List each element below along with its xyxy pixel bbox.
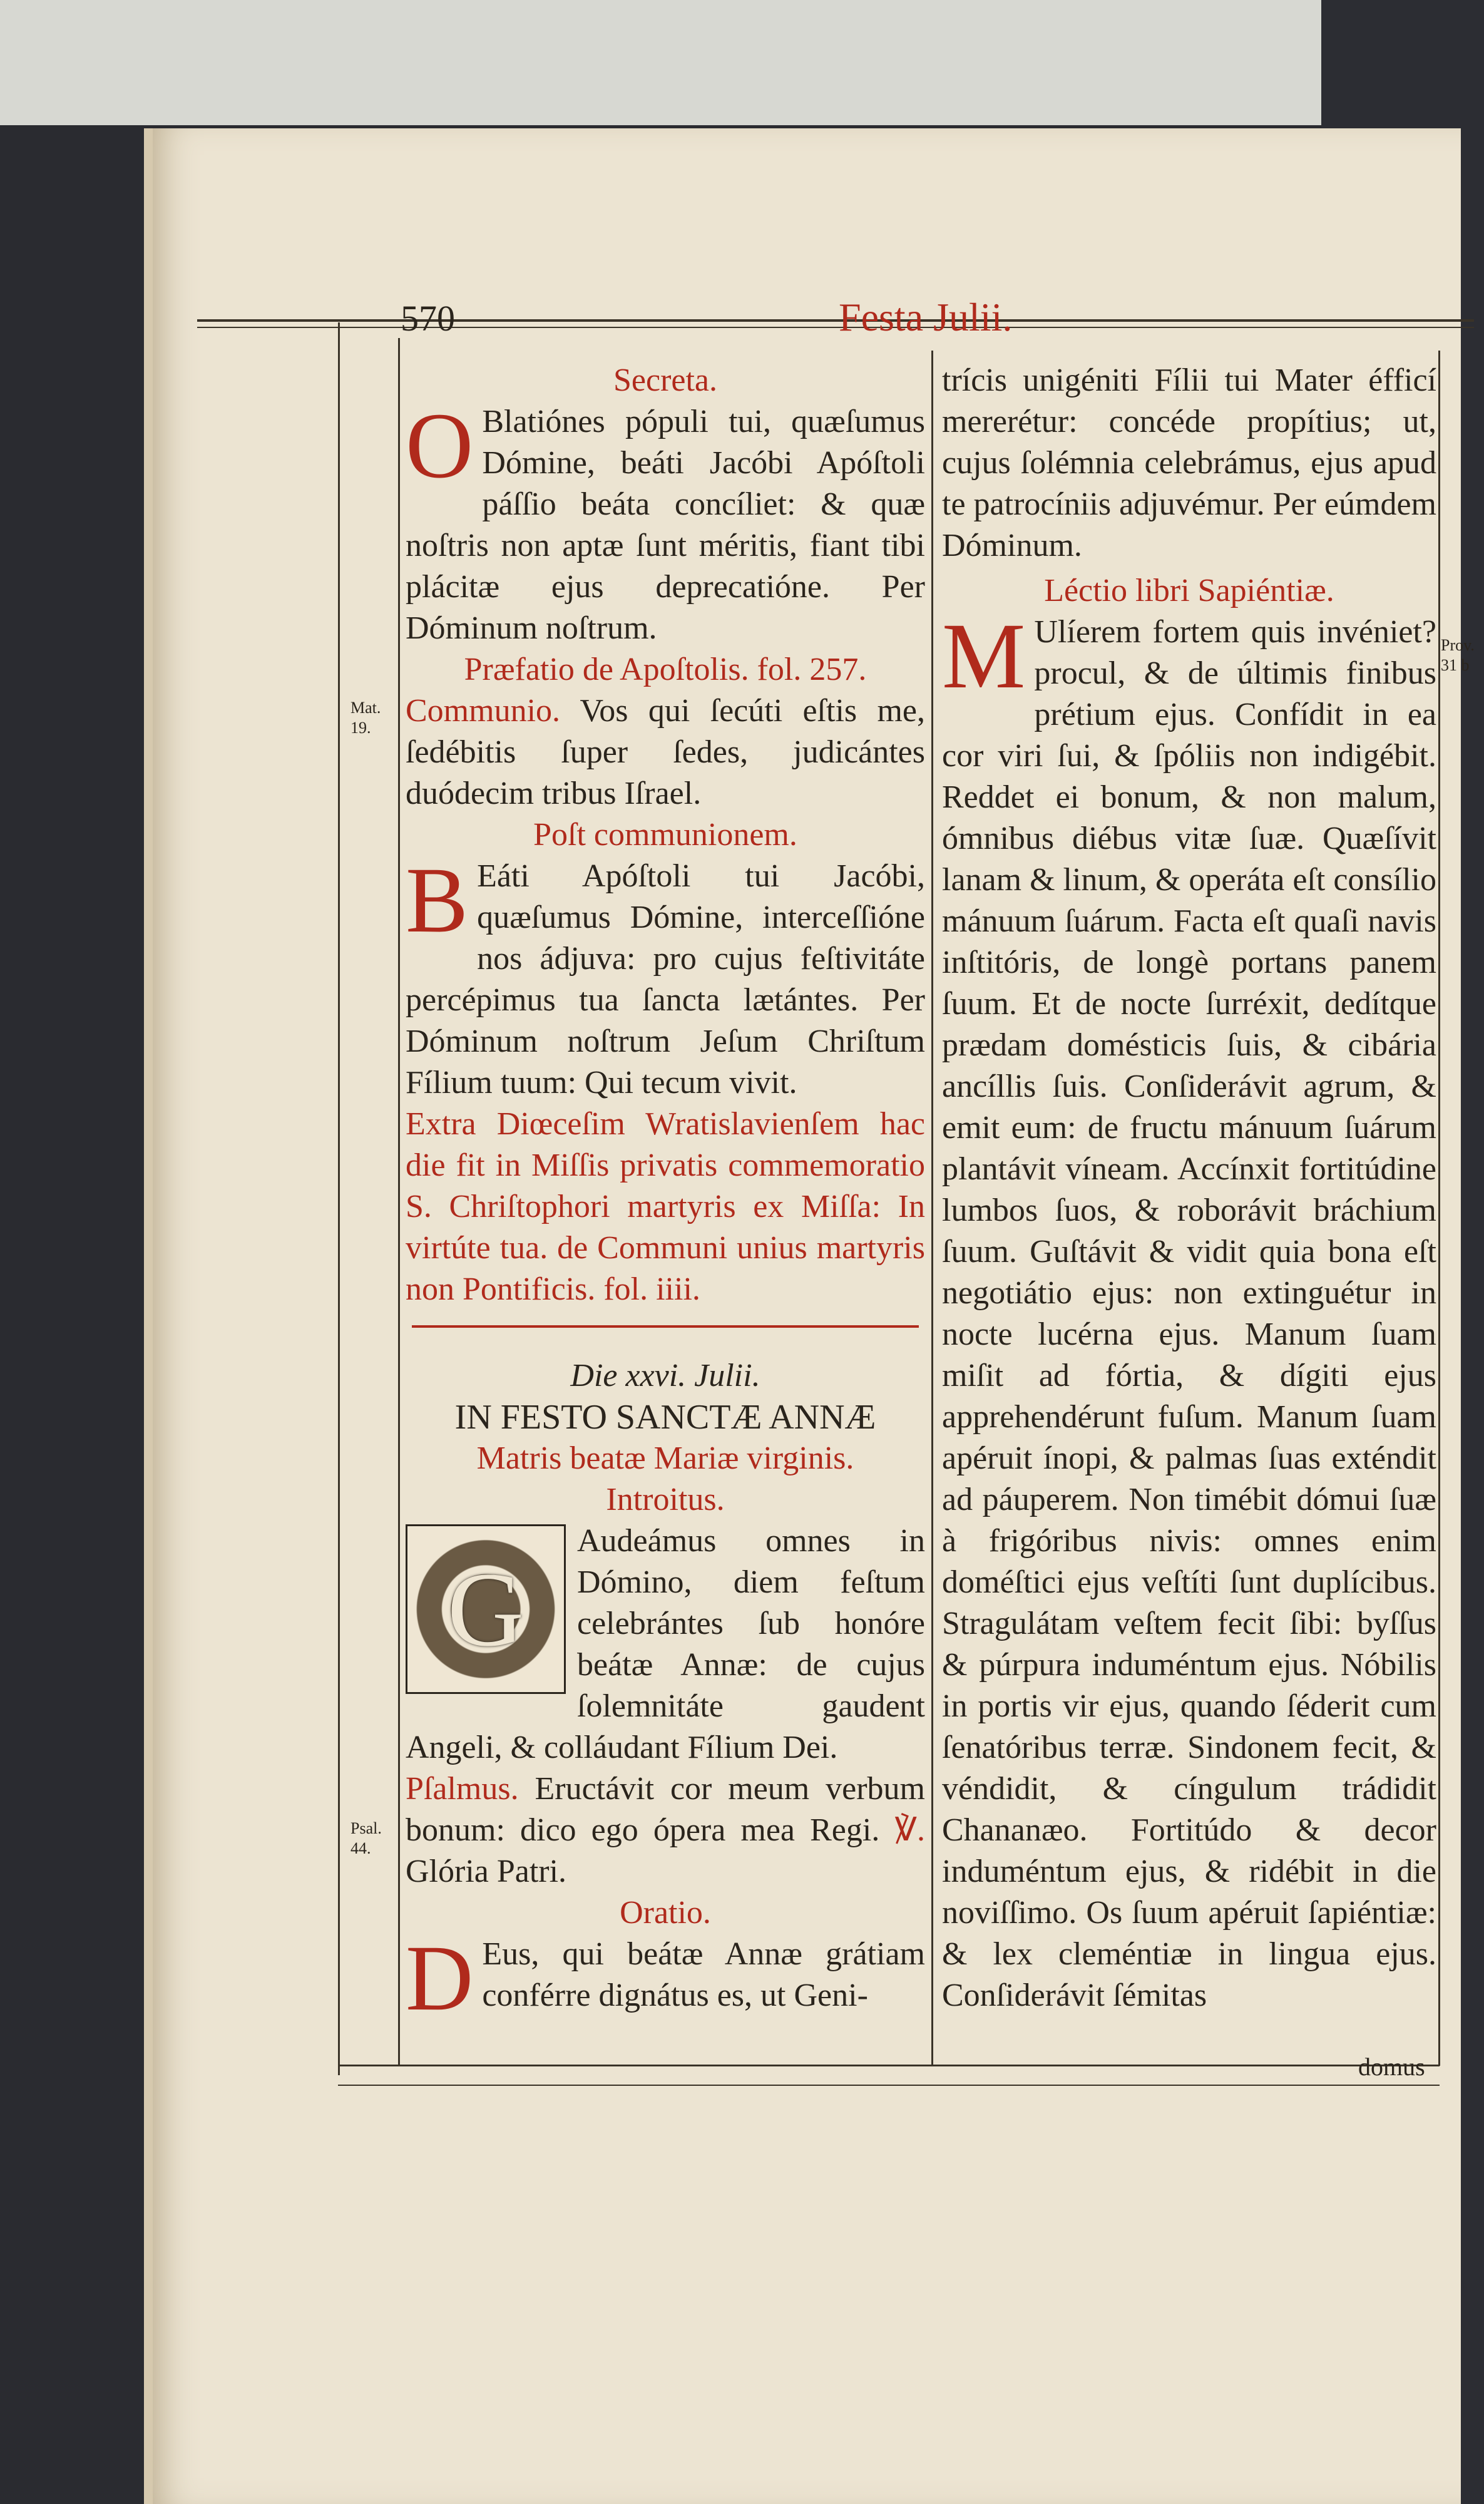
frame-rule-right [1438, 351, 1440, 2066]
introitus-heading: Introitus. [606, 1482, 725, 1517]
column-divider [931, 351, 933, 2066]
scan-backdrop-light [0, 0, 1484, 125]
margin-note-psal: Psal. 44. [351, 1819, 382, 1857]
oratio-continuation: trícis unigéniti Fílii tui Mater éfficí mererétur: concéde propítius; ut, cujus ſolémnia celebrámus, ejus apud te patrocíniis adjuvémur. Per eúmdem Dóminum. [942, 362, 1436, 563]
oratio-drop-initial: D [406, 1926, 474, 2030]
lectio-paragraph [942, 604, 1436, 2016]
catchword: domus [1358, 2053, 1425, 2081]
praefatio-line: Præfatio de Apoſtolis. fol. 257. [464, 652, 867, 687]
oratio-paragraph [406, 1926, 925, 2030]
introitus-paragraph [406, 1521, 925, 1768]
right-column [942, 360, 1436, 2016]
frame-rule-top [197, 319, 1474, 322]
post-drop-initial: B [406, 848, 469, 952]
frame-rule-top-inner [197, 327, 1474, 328]
communio-paragraph [406, 690, 925, 814]
secreta-heading: Secreta. [613, 362, 717, 398]
page-number: 570 [401, 298, 455, 339]
lectio-heading: Léctio libri Sapiéntiæ. [1044, 573, 1334, 608]
frame-rule-bottom [338, 2065, 1440, 2066]
psalmus-text: Eructávit cor meum verbum bonum: dico ego ópera mea Regi. [406, 1771, 925, 1848]
frame-rule-bottom-outer [338, 2085, 1440, 2086]
communio-text: Vos qui ſecúti eſtis me, ſedébitis ſuper ſedes, judicántes duódecim tribus Iſrael. [406, 693, 925, 811]
psalmus-label: Pſalmus. [406, 1771, 519, 1807]
date-line: Die xxvi. Julii. [570, 1358, 760, 1393]
gloria-text: Glória Patri. [406, 1854, 567, 1889]
feast-subtitle: Matris beatæ Mariæ virginis. [476, 1440, 854, 1476]
post-communion-text: Eáti Apóſtoli tui Jacóbi, quæſumus Dómine, interceſſióne nos ádjuva: pro cujus feſtivitáte percépimus tua ſancta lætántes. Per Dóminum noſtrum Jeſum Chriſtum Fílium tuum: Qui tecum vivit. [406, 858, 925, 1101]
ornate-initial-g: G [406, 1524, 566, 1694]
margin-note-prov: Prov. 31 b [1441, 636, 1475, 674]
frame-rule-left [338, 322, 340, 2075]
secreta-paragraph [406, 394, 925, 649]
feast-title: IN FESTO SANCTÆ ANNÆ [454, 1398, 876, 1437]
margin-note-mat: Mat. 19. [351, 699, 381, 737]
communio-label: Communio. [406, 693, 561, 729]
running-head: Festa Julii. [839, 295, 1013, 339]
left-column [406, 360, 926, 2030]
lectio-text: Ulíerem fortem quis invéniet? procul, & de últimis finibus prétium ejus. Confídit in ea cor viri ſui, & ſpóliis non indigébit. Reddet ei bonum, & non malum, ómnibus diébus vitæ ſuæ. Quæſívit lanam & linum, & operáta eſt consílio mánuum ſuárum. Facta eſt quaſi navis inſtitóris, de longè portans panem ſuum. Et de nocte ſurréxit, dedítque prædam domésticis ſuis, & cibária ancíllis ſuis. Conſiderávit agrum, & emit eum: de fructu mánuum ſuárum plantávit víneam. Accínxit fortitúdine lumbos ſuos, & roborávit bráchium ſuum. Guſtávit & vidit quia bona eſt negotiátio ejus: non extinguétur in nocte lucérna ejus. Manum ſuam miſit ad fórtia, & dígiti ejus apprehendérunt fuſum. Manum ſuam apéruit ínopi, & palmas ſuas exténdit ad páuperem. Non timébit dómui ſuæ à frigóribus nivis: omnes enim doméſtici ejus veſtíti ſunt duplícibus. Stragulátam veſtem fecit ſibi: byſſus & púrpura induméntum ejus. Nóbilis in portis vir ejus, quando ſéderit cum ſenatóribus terræ. Sindonem fecit, & véndidit, & cíngulum trádidit Chananæo. Fortitúdo & decor induméntum ejus, & ridébit in die noviſſimo. Os ſuum apéruit ſapiéntiæ: & lex cleméntiæ in lingua ejus. Conſiderávit ſémitas [942, 614, 1436, 2013]
secreta-drop-initial: O [406, 394, 474, 498]
versicle-symbol: ℣. [894, 1812, 926, 1848]
lectio-drop-initial: M [942, 604, 1026, 708]
oratio-text: Eus, qui beátæ Annæ grátiam conférre dignátus es, ut Geni- [482, 1936, 925, 2013]
psalmus-paragraph [406, 1768, 925, 1892]
oratio-heading: Oratio. [620, 1895, 711, 1931]
secreta-text: Blatiónes pópuli tui, quæſumus Dómine, beáti Jacóbi Apóſtoli páſſio beáta concíliet: & quæ noſtris non aptæ ſunt méritis, fiant tibi plácitæ ejus deprecatióne. Per Dóminum noſtrum. [406, 404, 925, 646]
frame-rule-inner-left [398, 338, 400, 2066]
introitus-text: Audeámus omnes in Dómino, diem feſtum celebrántes ſub honóre beátæ Annæ: de cujus ſolemnitáte gaudent Angeli, & colláudant Fílium Dei. [406, 1523, 925, 1765]
red-separator-rule [412, 1325, 919, 1328]
post-communion-paragraph [406, 848, 925, 1104]
extra-rubric: Extra Diœceſim Wratislavienſem hac die fit in Miſſis privatis commemoratio S. Chriſtophori martyris ex Miſſa: In virtúte tua. de Communi unius martyris non Pontificis. fol. iiii. [406, 1106, 925, 1307]
post-communion-heading: Poſt communionem. [533, 817, 797, 853]
